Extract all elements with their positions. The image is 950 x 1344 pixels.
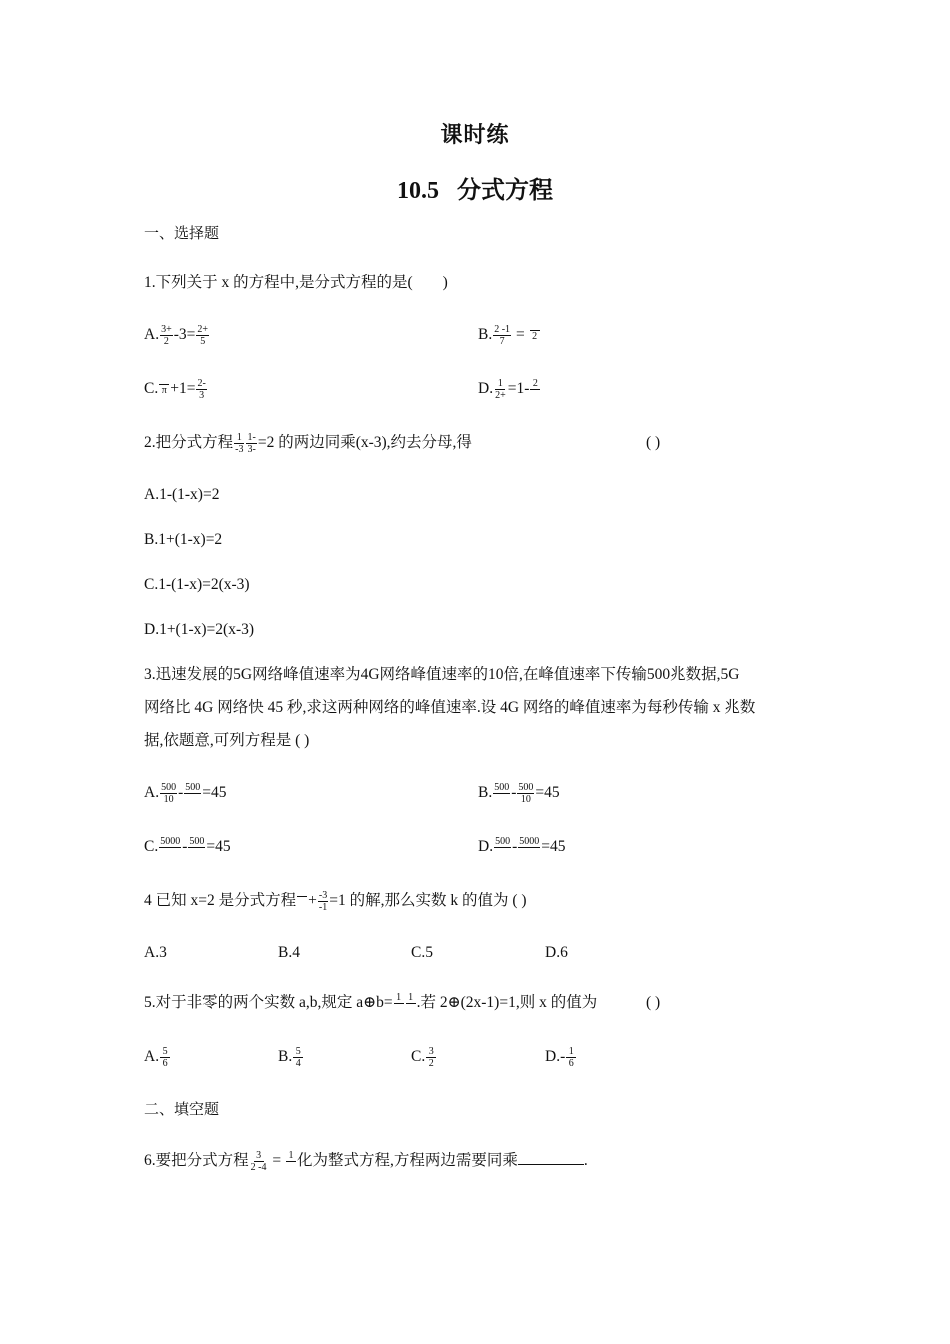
option-label: B. [478,326,493,344]
lesson-number: 10.5 [397,178,439,204]
option-label: B. [278,1048,293,1066]
fraction [293,1046,303,1069]
expr-text: =1- [507,380,530,398]
q5-option-c[interactable] [411,1046,437,1069]
fraction [566,1046,576,1069]
fraction [160,324,173,347]
numerator: 500 [161,782,177,793]
expr-text: +1= [170,380,196,398]
fraction [234,432,244,455]
denominator [165,848,175,859]
option-label: A. [144,784,160,802]
denominator [394,1004,404,1015]
expr-text: + [308,892,317,910]
fraction [188,836,205,859]
q6-end: . [583,1152,588,1170]
denominator [192,848,202,859]
fraction [246,432,256,455]
numerator: 1 [286,1150,296,1162]
option-label: A. [144,326,160,344]
fraction [494,378,507,401]
q2-stem-text: 2.把分式方程 [144,434,234,452]
q2-option-d[interactable]: D.1+(1-x)=2(x-3) [144,621,255,638]
denominator [497,794,507,805]
q5-stem [144,992,597,1015]
denominator [498,848,508,859]
numerator: 500 [189,836,205,847]
section-fill-in: 二、填空题 [144,1102,220,1118]
denominator [188,794,198,805]
q6-stem-text: 化为整式方程,方程两边需要同乘 [296,1152,518,1170]
denominator: 3 [199,390,205,401]
expr-text: =45 [541,838,566,856]
q5-stem-text: 5.对于非零的两个实数 a,b,规定 a⊕b= [144,994,393,1012]
denominator: 7 [499,336,505,347]
option-label: A. [144,1048,160,1066]
expr-text: -3= [173,326,196,344]
numerator: -3 [318,890,328,901]
fraction [159,836,181,859]
q3-stem-line-2: 网络比 4G 网络快 45 秒,求这两种网络的峰值速率.设 4G 网络的峰值速率为每秒传输 x 兆数 [144,699,756,716]
answer-blank[interactable] [518,1150,584,1165]
fraction [394,992,404,1015]
q2-option-b[interactable]: B.1+(1-x)=2 [144,531,223,548]
expr-text: - [178,784,184,802]
q1-option-c[interactable] [144,378,208,401]
section-multiple-choice: 一、选择题 [144,226,220,242]
q3-option-b[interactable] [478,782,560,805]
q2-option-a[interactable]: A.1-(1-x)=2 [144,486,220,503]
q1-stem [144,272,448,294]
numerator: 1 [234,432,244,444]
numerator: 3+ [161,324,172,335]
q2-option-c[interactable]: C.1-(1-x)=2(x-3) [144,576,250,593]
q1-option-b[interactable] [478,324,541,347]
q3-option-a[interactable] [144,782,227,805]
option-label: D.- [545,1048,566,1066]
numerator: 5000 [519,836,540,847]
q1-close-paren: ) [442,274,448,291]
denominator: 2 [428,1058,434,1069]
fraction [160,782,177,805]
q4-option-b[interactable]: B.4 [278,944,300,961]
q2-stem-text: =2 的两边同乘(x-3),约去分母,得 [257,434,472,452]
denominator: 3- [247,444,256,455]
denominator [524,848,534,859]
q4-stem [144,890,527,913]
option-label: C. [144,838,159,856]
lesson-heading [0,170,950,205]
denominator [530,390,540,401]
numerator: 2 -1 [494,324,511,335]
denominator: -3 [235,444,244,455]
fraction [518,836,540,859]
denominator [406,1004,416,1015]
q3-stem-line-1: 3.迅速发展的5G网络峰值速率为4G网络峰值速率的10倍,在峰值速率下传输500兆数据,5G [144,666,740,683]
numerator: 500 [185,782,201,793]
option-label: C. [144,380,159,398]
denominator: 4 [295,1058,301,1069]
lesson-title: 分式方程 [457,176,553,204]
q2-stem [144,432,472,455]
expr-text: = [512,326,529,344]
denominator: 6 [568,1058,574,1069]
denominator: 6 [162,1058,168,1069]
option-label: D. [478,838,494,856]
q4-option-d[interactable]: D.6 [545,944,568,961]
numerator: 5 [160,1046,170,1058]
fraction [250,1150,268,1173]
numerator: 2+ [197,324,209,335]
fraction [530,330,540,342]
denominator: 2 -4 [250,1162,267,1173]
denominator: 2+ [495,390,506,401]
q1-option-d[interactable] [478,378,541,401]
fraction [286,1150,296,1173]
fraction [160,1046,170,1069]
expr-text: - [512,838,518,856]
q3-stem-line-3: 据,依题意,可列方程是 ( ) [144,732,310,749]
q5-stem-text: .若 2⊕(2x-1)=1,则 x 的值为 [416,994,598,1012]
q2-answer-paren: ( ) [646,434,661,451]
q4-stem-text: =1 的解,那么实数 k 的值为 ( ) [329,892,527,910]
q5-option-b[interactable] [278,1046,304,1069]
fraction [494,836,511,859]
fraction [196,324,209,347]
q4-option-c[interactable]: C.5 [411,944,433,961]
denominator: -1 [318,902,328,913]
numerator: 500 [494,782,510,793]
denominator: 2 [532,330,538,342]
fraction [159,384,169,396]
q6-stem [144,1150,588,1173]
q5-answer-paren: ( ) [646,994,661,1011]
fraction [318,890,328,913]
denominator: 10 [520,794,531,805]
numerator: 500 [518,782,534,793]
page-title: 课时练 [440,123,510,148]
denominator: 5 [200,336,206,347]
q5-option-d[interactable] [545,1046,577,1069]
option-label: B. [478,784,493,802]
fraction [426,1046,436,1069]
numerator: 5000 [160,836,181,847]
fraction [530,378,540,401]
q3-option-c[interactable] [144,836,231,859]
denominator: 10 [163,794,174,805]
numerator: 2 [530,378,540,390]
expr-text: =45 [535,784,560,802]
expr-text: =45 [202,784,227,802]
numerator: 500 [495,836,511,847]
option-label: C. [411,1048,426,1066]
numerator: 5 [293,1046,303,1058]
numerator: 3 [254,1150,264,1162]
numerator: 2- [197,378,206,389]
q3-option-d[interactable] [478,836,566,859]
expr-text: - [182,838,188,856]
numerator: 3 [426,1046,436,1058]
numerator: 1 [495,378,505,390]
fraction [517,782,534,805]
numerator: 1 [394,992,404,1004]
q1-stem-text: 1.下列关于 x 的方程中,是分式方程的是( [144,274,413,291]
q4-option-a[interactable]: A.3 [144,944,167,961]
q6-stem-text: 6.要把分式方程 [144,1152,249,1170]
fraction [297,896,307,908]
q1-option-a[interactable] [144,324,210,347]
numerator: 1 [406,992,416,1004]
fraction [184,782,201,805]
fraction [493,782,510,805]
fraction [493,324,511,347]
denominator: 2 [163,336,169,347]
numerator: 1- [247,432,256,443]
denominator: π [161,384,167,396]
expr-text: = [268,1152,285,1170]
q4-stem-text: 4 已知 x=2 是分式方程 [144,892,297,910]
fraction [196,378,206,401]
expr-text: =45 [206,838,231,856]
denominator [286,1162,296,1173]
option-label: D. [478,380,494,398]
denominator [297,897,307,908]
fraction [406,992,416,1015]
numerator: 1 [566,1046,576,1058]
q5-option-a[interactable] [144,1046,171,1069]
expr-text: - [511,784,517,802]
